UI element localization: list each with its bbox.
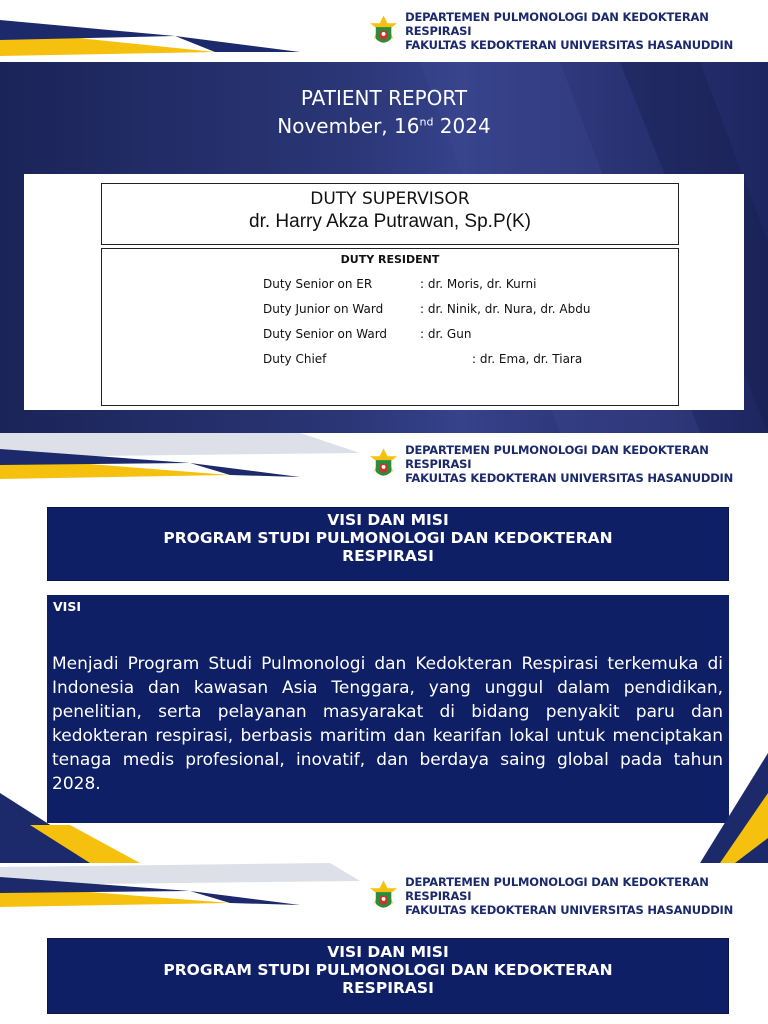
university-crest-icon	[368, 13, 399, 49]
header-decoration	[0, 0, 360, 62]
report-title-block	[0, 84, 768, 140]
report-title: PATIENT REPORT	[300, 86, 468, 110]
slide-header	[0, 0, 768, 62]
duty-resident-box	[101, 248, 679, 406]
faculty-name: FAKULTAS KEDOKTERAN UNIVERSITAS HASANUDDIN	[405, 903, 734, 917]
supervisor-name: dr. Harry Akza Putrawan, Sp.P(K)	[249, 211, 531, 232]
resident-row: Duty Junior on Ward : dr. Ninik, dr. Nura, dr. Abdu	[263, 302, 591, 316]
title-line: VISI DAN MISI	[327, 511, 449, 529]
duty-supervisor-box	[101, 183, 679, 245]
resident-row: Duty Senior on ER : dr. Moris, dr. Kurni	[263, 277, 537, 291]
department-name: DEPARTEMEN PULMONOLOGI DAN KEDOKTERAN RESPIRASI	[405, 443, 709, 471]
visi-text: Menjadi Program Studi Pulmonologi dan Kedokteran Respirasi terkemuka di Indonesia dan kawasan Asia Tenggara, yang unggul dalam pendidikan, penelitian, serta pelayanan masyarakat di bidang penyakit paru dan kedokteran respirasi, berbasis maritim dan kearifan lokal untuk menciptakan tenaga medis profesional, inovatif, dan berdaya saing global pada tahun 2028.	[52, 654, 723, 794]
supervisor-heading: DUTY SUPERVISOR	[310, 189, 470, 209]
title-line: PROGRAM STUDI PULMONOLOGI DAN KEDOKTERAN	[163, 529, 613, 547]
department-name: DEPARTEMEN PULMONOLOGI DAN KEDOKTERAN RESPIRASI	[405, 875, 709, 903]
report-date: November, 16nd 2024	[277, 114, 491, 138]
title-line: PROGRAM STUDI PULMONOLOGI DAN KEDOKTERAN	[163, 961, 613, 979]
department-logo-block	[368, 10, 768, 52]
bottom-decoration	[0, 433, 768, 863]
header-decoration	[0, 863, 360, 925]
slide-visi	[0, 433, 768, 863]
department-name: DEPARTEMEN PULMONOLOGI DAN KEDOKTERAN RESPIRASI	[405, 10, 709, 38]
resident-row: Duty Chief : dr. Ema, dr. Tiara	[263, 352, 583, 366]
title-line: RESPIRASI	[342, 547, 434, 565]
department-logo-block	[368, 875, 768, 917]
slide-patient-report	[0, 0, 768, 433]
title-line: VISI DAN MISI	[327, 943, 449, 961]
faculty-name: FAKULTAS KEDOKTERAN UNIVERSITAS HASANUDDIN	[405, 38, 734, 52]
resident-row: Duty Senior on Ward : dr. Gun	[263, 327, 472, 341]
visi-label: VISI	[53, 599, 81, 614]
slide-visi-misi	[0, 863, 768, 1024]
title-line: RESPIRASI	[342, 979, 434, 997]
resident-heading: DUTY RESIDENT	[340, 253, 440, 266]
faculty-name: FAKULTAS KEDOKTERAN UNIVERSITAS HASANUDDIN	[405, 471, 734, 485]
slide-header	[0, 863, 768, 925]
university-crest-icon	[368, 878, 399, 914]
visi-misi-title	[47, 938, 729, 1014]
